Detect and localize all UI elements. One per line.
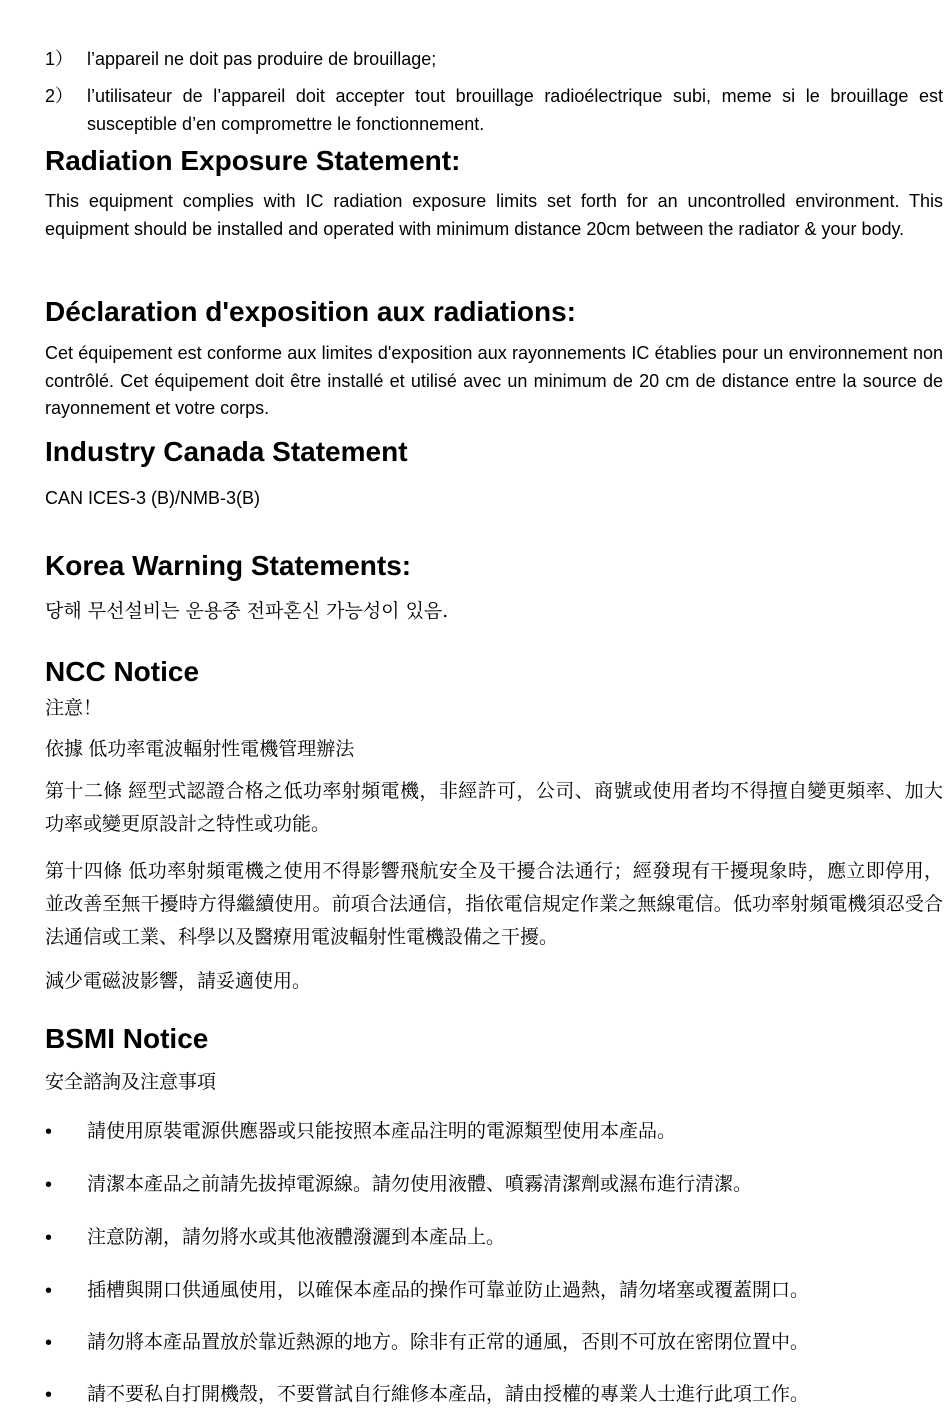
numbered-item — [45, 45, 943, 73]
item-number: 1） — [45, 49, 74, 69]
declaration-heading: Déclaration d'exposition aux radiations: — [45, 296, 576, 327]
ncc-basis: 依據 低功率電波輻射性電機管理辦法 — [45, 739, 355, 760]
bullet: • — [45, 1384, 53, 1406]
bullet: • — [45, 1174, 53, 1196]
list-item-text: 注意防潮，請勿將水或其他液體潑灑到本產品上。 — [87, 1227, 506, 1248]
radiation-heading: Radiation Exposure Statement: — [45, 145, 461, 176]
item-number: 2） — [45, 86, 74, 106]
ncc-article-12: 第十二條 經型式認證合格之低功率射頻電機，非經許可，公司、商號或使用者均不得擅自變更頻率、加大功率或變更原設計之特性或功能。 — [45, 781, 943, 835]
industry-canada-heading: Industry Canada Statement — [45, 436, 408, 467]
list-item-text: 清潔本產品之前請先拔掉電源線。請勿使用液體、噴霧清潔劑或濕布進行清潔。 — [87, 1174, 753, 1195]
korea-heading: Korea Warning Statements: — [45, 550, 412, 581]
bullet: • — [45, 1227, 53, 1249]
bullet: • — [45, 1332, 53, 1354]
radiation-text: This equipment complies with IC radiation exposure limits set forth for an uncontrolled environment. This equipment should be installed and operated with minimum distance 20cm between the radiator & your body. — [45, 191, 943, 239]
list-item-text: 請使用原裝電源供應器或只能按照本產品注明的電源類型使用本產品。 — [87, 1121, 677, 1142]
ncc-heading: NCC Notice — [45, 656, 200, 687]
bullet: • — [45, 1280, 53, 1302]
bsmi-heading: BSMI Notice — [45, 1023, 209, 1054]
ncc-reduce: 減少電磁波影響，請妥適使用。 — [45, 971, 312, 992]
bsmi-subtitle: 安全諮詢及注意事項 — [45, 1072, 217, 1093]
ncc-article-14: 第十四條 低功率射頻電機之使用不得影響飛航安全及干擾合法通行；經發現有干擾現象時，應立即停用，並改善至無干擾時方得繼續使用。前項合法通信，指依電信規定作業之無線電信。低功率射頻電機須忍受合法通信或工業、科學以及醫療用電波輻射性電機設備之干擾。 — [45, 861, 943, 948]
declaration-text: Cet équipement est conforme aux limites d'exposition aux rayonnements IC établies pour un environnement non contrôlé. Cet équipement doit être installé et utilisé avec un minimum de 20 cm de distance entre la source de rayonnement et votre corps. — [45, 343, 943, 418]
list-item-text: 請不要私自打開機殼，不要嘗試自行維修本產品，請由授權的專業人士進行此項工作。 — [87, 1384, 810, 1405]
item-text: l’utilisateur de l’appareil doit accepter tout brouillage radioélectrique subi, meme si le brouillage est susceptible d’en compromettre le fonctionnement. — [87, 86, 943, 134]
korea-text: 당해 무선설비는 운용중 전파혼신 가능성이 있음. — [45, 600, 449, 622]
bullet: • — [45, 1121, 53, 1143]
item-text: l’appareil ne doit pas produire de brouillage; — [87, 49, 437, 69]
industry-canada-text: CAN ICES-3 (B)/NMB-3(B) — [45, 488, 261, 508]
numbered-item — [45, 82, 943, 138]
list-item-text: 插槽與開口供通風使用，以確保本產品的操作可靠並防止過熱，請勿堵塞或覆蓋開口。 — [87, 1280, 810, 1301]
list-item-text: 請勿將本產品置放於靠近熱源的地方。除非有正常的通風，否則不可放在密閉位置中。 — [87, 1332, 810, 1353]
ncc-attention: 注意！ — [45, 698, 103, 719]
